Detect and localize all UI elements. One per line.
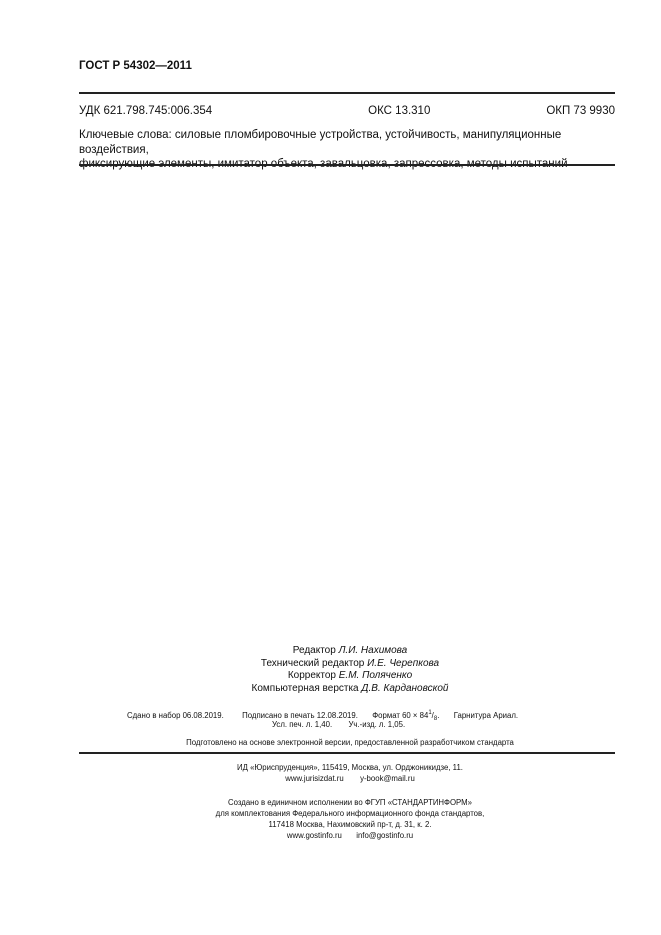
- print-sheets: Усл. печ. л. 1,40.: [272, 720, 333, 729]
- credit-tech-editor: [200, 658, 500, 671]
- top-rule: [79, 92, 615, 94]
- publisher-contacts: [120, 773, 580, 784]
- credit-name: Л.И. Нахимова: [338, 645, 408, 656]
- credits: [200, 645, 500, 695]
- producer-info: [120, 797, 580, 841]
- format-sup: 1: [428, 710, 432, 716]
- signed-date: Подписано в печать 12.08.2019.: [242, 711, 358, 720]
- credit-name: И.Е. Черепкова: [367, 657, 440, 669]
- prepared-note: Подготовлено на основе электронной версии, предоставленной разработчиком стандарта: [186, 738, 514, 747]
- pub-sheets: Уч.-изд. л. 1,05.: [348, 720, 406, 729]
- udk-code: УДК 621.798.745:006.354: [79, 105, 213, 117]
- credit-role: Технический редактор: [260, 657, 365, 669]
- bottom-rule: [79, 752, 615, 754]
- publisher-info: [120, 762, 580, 784]
- classification-row: [79, 105, 615, 117]
- producer-site-link[interactable]: www.gostinfo.ru: [286, 831, 342, 840]
- format-sub: 8: [433, 716, 438, 722]
- publisher-address: ИД «Юриспруденция», 115419, Москва, ул. Орджоникидзе, 11.: [237, 763, 463, 772]
- credit-layout: [200, 683, 500, 696]
- credit-corrector: [200, 670, 500, 683]
- standard-code: ГОСТ Р 54302—2011: [79, 60, 192, 72]
- producer-line-3: 117418 Москва, Нахимовский пр-т, д. 31, к. 2.: [268, 820, 432, 829]
- keywords-line-1: Ключевые слова: силовые пломбировочные устройства, устойчивость, манипуляционные воздействия,: [79, 129, 562, 156]
- credit-role: Редактор: [292, 645, 336, 656]
- keywords-rule: [79, 164, 615, 166]
- font-note: Гарнитура Ариал.: [453, 711, 519, 720]
- publisher-email-link[interactable]: y-book@mail.ru: [360, 774, 415, 783]
- oks-code: ОКС 13.310: [368, 105, 431, 117]
- producer-line-2: для комплектования Федерального информационного фонда стандартов,: [215, 809, 485, 818]
- format: Формат 60 × 841/8.: [372, 710, 440, 722]
- okp-code: ОКП 73 9930: [546, 105, 615, 117]
- credit-role: Компьютерная верстка: [251, 682, 359, 694]
- credit-name: Д.В. Кардановской: [361, 682, 449, 694]
- credit-editor: [200, 645, 500, 658]
- credit-name: Е.М. Поляченко: [338, 670, 413, 682]
- producer-line-1: Создано в единичном исполнении во ФГУП «СТАНДАРТИНФОРМ»: [228, 798, 472, 807]
- producer-contacts: [120, 830, 580, 841]
- submitted-date: Сдано в набор 06.08.2019.: [127, 711, 224, 720]
- producer-email-link[interactable]: info@gostinfo.ru: [356, 831, 414, 840]
- publisher-site-link[interactable]: www.jurisizdat.ru: [285, 774, 344, 783]
- format-label: Формат 60 × 84: [372, 711, 429, 720]
- print-sheets-row: [272, 720, 405, 729]
- credit-role: Корректор: [287, 670, 336, 682]
